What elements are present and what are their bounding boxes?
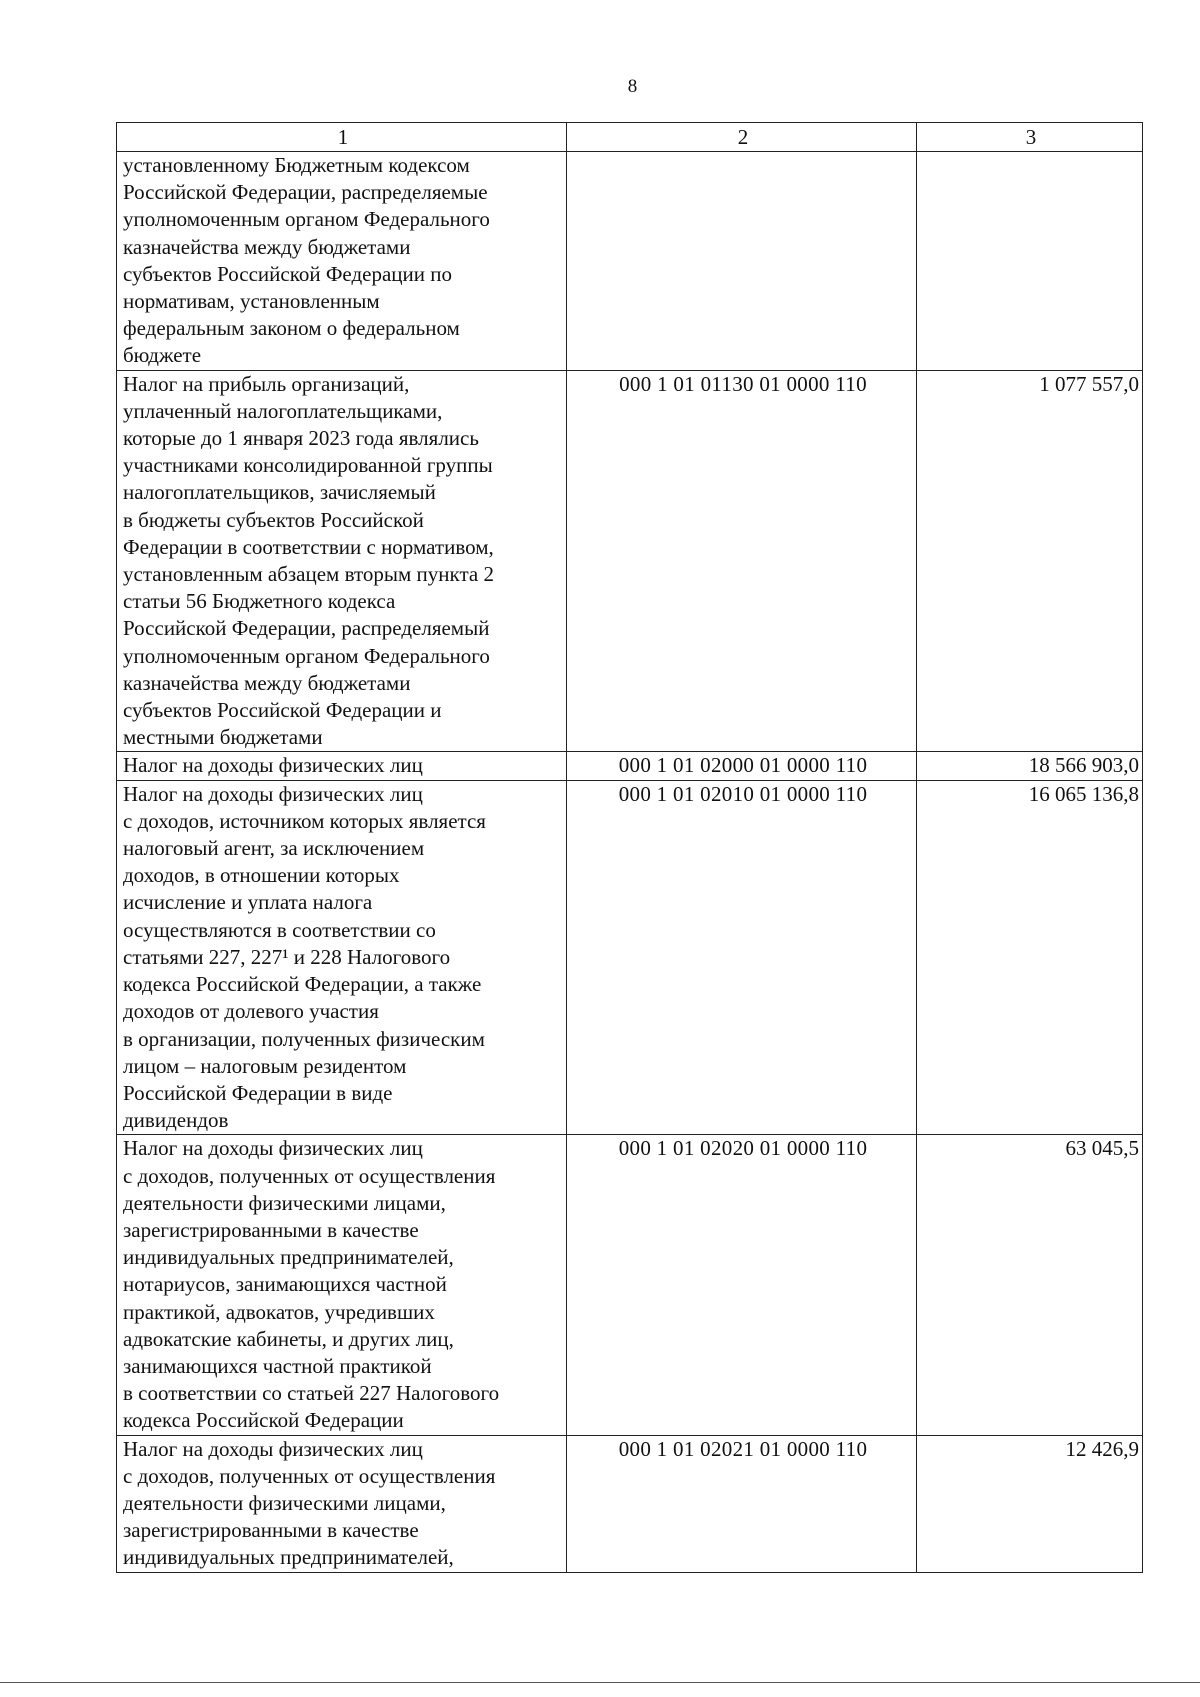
table-row [117, 152, 1143, 371]
scan-edge-divider [0, 1682, 1200, 1683]
row-amount-cell: 16 065 136,8 [917, 780, 1143, 1135]
row-code-cell: 000 1 01 02020 01 0000 110 [567, 1135, 917, 1435]
row-name-cell: Налог на доходы физических лиц [117, 752, 567, 780]
row-name-cell: Налог на доходы физических лиц с доходов, источником которых является налоговый агент, за исключением доходов, в отношении которых исчисление и уплата налога осуществляются в соответствии со статьями 227, 227¹ и 228 Налогового кодекса Российской Федерации, а также доходов от долевого участия в организации, полученных физическим лицом – налоговым резидентом Российской Федерации в виде дивидендов [117, 780, 567, 1135]
row-name-cell: Налог на прибыль организаций, уплаченный налогоплательщиками, которые до 1 января 2023 года являлись участниками консолидированной группы налогоплательщиков, зачисляемый в бюджеты субъектов Российской Федерации в соответствии с нормативом, установленным абзацем вторым пункта 2 статьи 56 Бюджетного кодекса Российской Федерации, распределяемый уполномоченным органом Федерального казначейства между бюджетами субъектов Российской Федерации и местными бюджетами [117, 370, 567, 752]
table-row [117, 1435, 1143, 1572]
row-code-cell: 000 1 01 02010 01 0000 110 [567, 780, 917, 1135]
row-name-cell: установленному Бюджетным кодексом Российской Федерации, распределяемые уполномоченным органом Федерального казначейства между бюджетами субъектов Российской Федерации по нормативам, установленным федеральным законом о федеральном бюджете [117, 152, 567, 371]
row-code-cell: 000 1 01 02021 01 0000 110 [567, 1435, 917, 1572]
column-header-amount: 3 [917, 123, 1143, 152]
table-row [117, 1135, 1143, 1435]
table-header-row [117, 123, 1143, 152]
budget-revenue-table [116, 122, 1143, 1573]
row-amount-cell: 1 077 557,0 [917, 370, 1143, 752]
table-row [117, 752, 1143, 780]
row-code-cell: 000 1 01 02000 01 0000 110 [567, 752, 917, 780]
row-code-cell: 000 1 01 01130 01 0000 110 [567, 370, 917, 752]
page-number: 8 [627, 76, 638, 97]
row-name-cell: Налог на доходы физических лиц с доходов, полученных от осуществления деятельности физическими лицами, зарегистрированными в качестве индивидуальных предпринимателей, [117, 1435, 567, 1572]
row-name-cell: Налог на доходы физических лиц с доходов, полученных от осуществления деятельности физическими лицами, зарегистрированными в качестве индивидуальных предпринимателей, нотариусов, занимающихся частной практикой, адвокатов, учредивших адвокатские кабинеты, и других лиц, занимающихся частной практикой в соответствии со статьей 227 Налогового кодекса Российской Федерации [117, 1135, 567, 1435]
column-header-code: 2 [567, 123, 917, 152]
table-row [117, 780, 1143, 1135]
row-amount-cell: 63 045,5 [917, 1135, 1143, 1435]
column-header-name: 1 [117, 123, 567, 152]
row-code-cell [567, 152, 917, 371]
row-amount-cell: 18 566 903,0 [917, 752, 1143, 780]
row-amount-cell: 12 426,9 [917, 1435, 1143, 1572]
row-amount-cell [917, 152, 1143, 371]
table-row [117, 370, 1143, 752]
